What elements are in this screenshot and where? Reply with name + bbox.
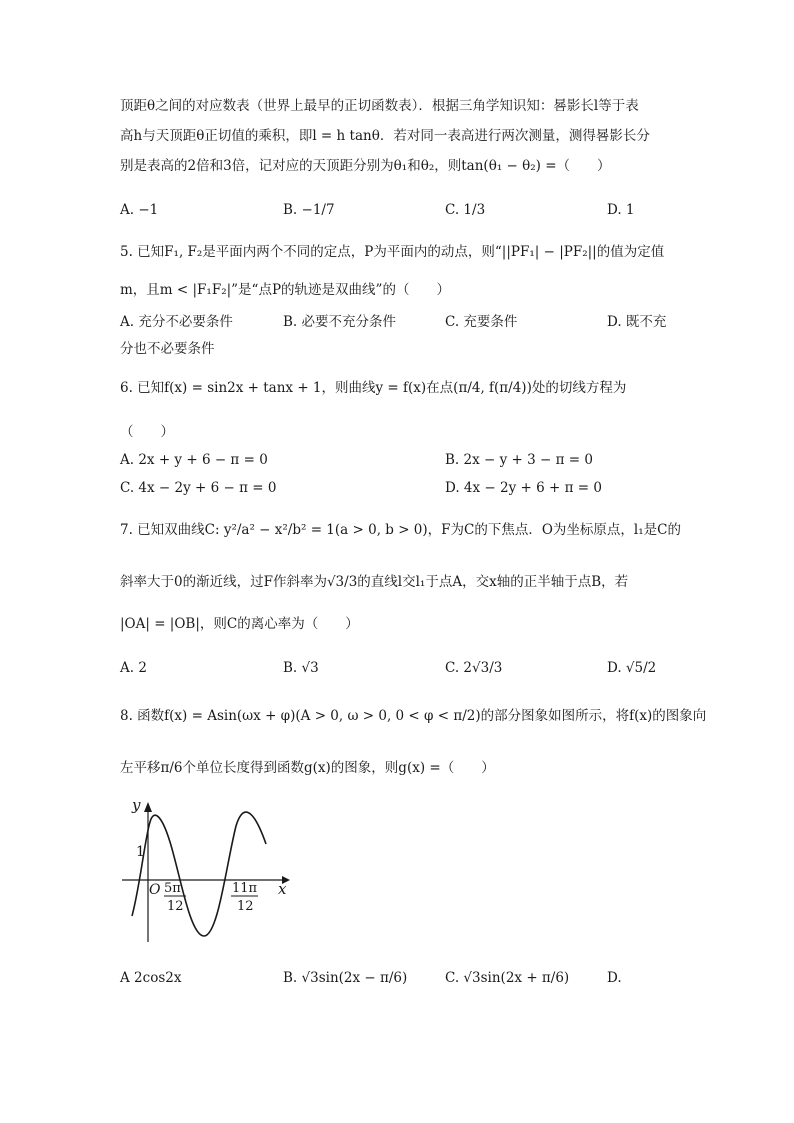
q5-option-a: A. 充分不必要条件	[120, 314, 233, 330]
q7-stem-line-3: |OA| = |OB|，则C的离心率为（ ）	[120, 616, 359, 632]
q5-stem-line-1: 5. 已知F₁, F₂是平面内两个不同的定点，P为平面内的动点，则“||PF₁| − |PF₂||的值为定值	[120, 244, 665, 260]
q4-option-c: C. 1/3	[445, 202, 486, 218]
q8-option-d: D.	[607, 970, 622, 986]
x-axis-label: x	[278, 880, 287, 898]
q4-option-d: D. 1	[607, 202, 635, 218]
q4-text-line-1: 顶距θ之间的对应数表（世界上最早的正切函数表）．根据三角学知识知：晷影长l等于表	[120, 98, 639, 114]
q5-option-b: B. 必要不充分条件	[283, 314, 397, 330]
tick-label-11pi-denominator: 12	[237, 899, 254, 914]
q7-option-a: A. 2	[120, 660, 147, 676]
q7-stem-line-1: 7. 已知双曲线C: y²/a² − x²/b² = 1(a > 0, b > 0)，F为C的下焦点．O为坐标原点，l₁是C的	[120, 522, 681, 538]
q5-option-c: C. 充要条件	[445, 314, 518, 330]
q5-stem-line-2: m，且m < |F₁F₂|”是“点P的轨迹是双曲线”的（ ）	[120, 282, 450, 298]
y-axis-arrow	[144, 802, 152, 812]
q4-option-a: A. −1	[120, 202, 159, 218]
tick-label-5pi-denominator: 12	[167, 899, 184, 914]
q8-stem-line-1: 8. 函数f(x) = Asin(ωx + φ)(A > 0, ω > 0, 0 < φ < π/2)的部分图象如图所示，将f(x)的图象向	[120, 708, 707, 724]
sine-graph-figure	[118, 796, 298, 946]
sine-curve	[132, 812, 266, 936]
q4-text-line-3: 别是表高的2倍和3倍，记对应的天顶距分别为θ₁和θ₂，则tan(θ₁ − θ₂) =（ ）	[120, 158, 611, 174]
origin-label: O	[149, 882, 161, 898]
q6-option-c: C. 4x − 2y + 6 − π = 0	[120, 480, 277, 496]
q6-option-b: B. 2x − y + 3 − π = 0	[445, 452, 593, 468]
q8-option-c: C. √3sin(2x + π/6)	[445, 970, 570, 986]
q7-option-d: D. √5/2	[607, 660, 657, 676]
tick-label-5pi-numerator: 5π	[164, 881, 181, 896]
q5-option-d: D. 既不充	[607, 314, 667, 330]
q7-stem-line-2: 斜率大于0的渐近线，过F作斜率为√3/3的直线l交l₁于点A，交x轴的正半轴于点B，若	[120, 574, 629, 590]
q6-stem-line-1: 6. 已知f(x) = sin2x + tanx + 1，则曲线y = f(x)在点(π/4, f(π/4))处的切线方程为	[120, 380, 627, 396]
q8-option-a: A 2cos2x	[120, 970, 182, 986]
q4-text-line-2: 高h与天顶距θ正切值的乘积，即l = h tanθ．若对同一表高进行两次测量，测得晷影长分	[120, 128, 650, 144]
q5-option-d-continued: 分也不必要条件	[120, 341, 215, 357]
y-intercept-label: 1	[136, 844, 145, 860]
y-axis-label: y	[132, 796, 141, 814]
q7-option-b: B. √3	[283, 660, 319, 676]
tick-label-11pi-numerator: 11π	[232, 881, 258, 896]
q6-stem-line-2: （ ）	[120, 424, 174, 440]
q8-stem-line-2: 左平移π/6个单位长度得到函数g(x)的图象，则g(x) =（ ）	[120, 760, 495, 776]
q4-option-b: B. −1/7	[283, 202, 335, 218]
q7-option-c: C. 2√3/3	[445, 660, 503, 676]
q6-option-d: D. 4x − 2y + 6 + π = 0	[445, 480, 602, 496]
q6-option-a: A. 2x + y + 6 − π = 0	[120, 452, 268, 468]
q8-option-b: B. √3sin(2x − π/6)	[283, 970, 408, 986]
